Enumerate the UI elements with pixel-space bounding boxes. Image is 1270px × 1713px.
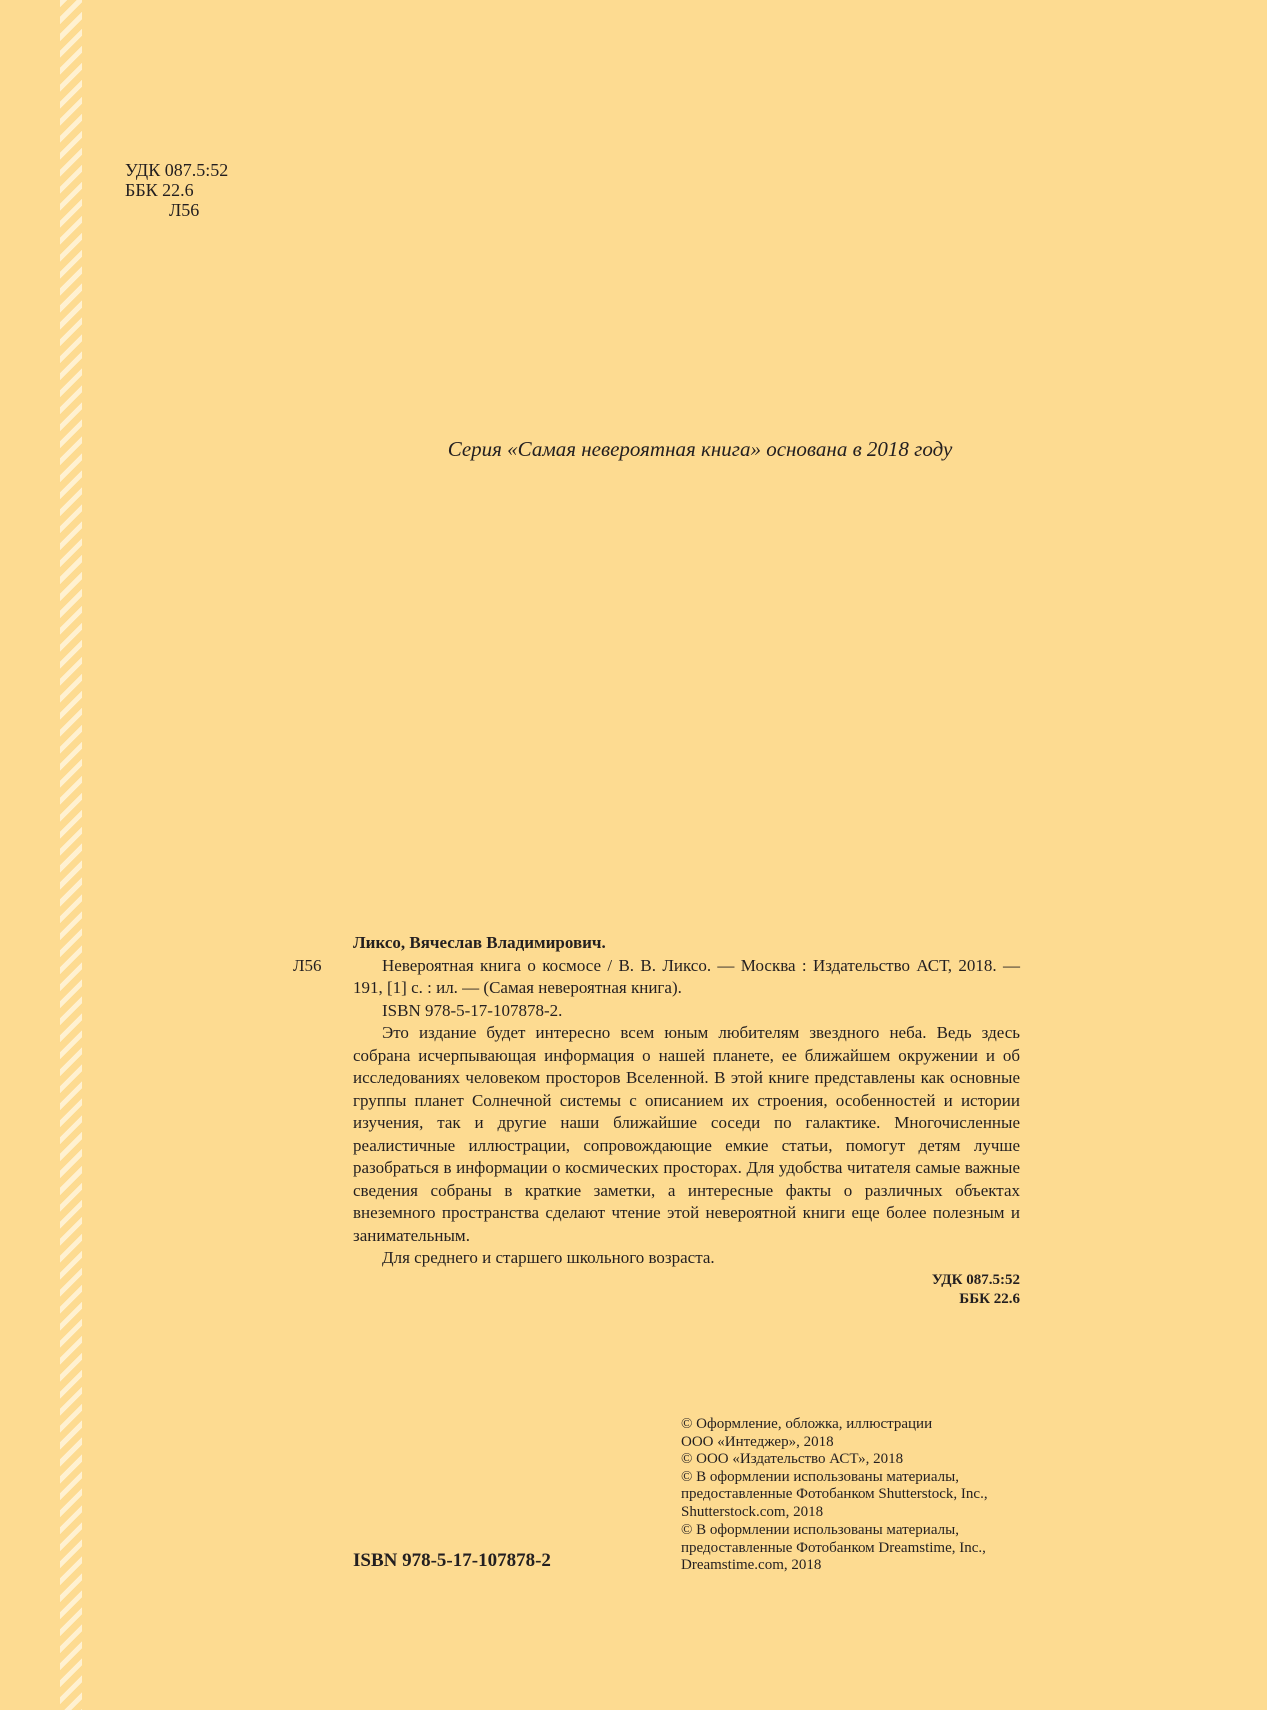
bbk-code: ББК 22.6 — [125, 180, 194, 200]
copyright-line: ООО «Интеджер», 2018 — [681, 1433, 834, 1450]
title-description: Невероятная книга о космосе / В. В. Ликсо. — Москва : Издательство АСТ, 2018. — 191, [1] с. : ил. — (Самая невероятная книга). — [353, 955, 1020, 997]
copyright-block — [681, 1416, 988, 1575]
copyright-line: Shutterstock.com, 2018 — [681, 1503, 824, 1520]
classification-codes — [353, 1271, 1020, 1309]
decorative-hatch-stripe — [60, 0, 82, 1710]
author-heading: Ликсо, Вячеслав Владимирович. — [353, 933, 606, 952]
audience-note: Для среднего и старшего школьного возраста. — [382, 1248, 715, 1267]
copyright-line: предоставленные Фотобанком Dreamstime, Inc., — [681, 1539, 986, 1556]
author-sign: Л56 — [169, 200, 200, 220]
copyright-line: © В оформлении использованы материалы, — [681, 1468, 959, 1485]
copyright-line: © Оформление, обложка, иллюстрации — [681, 1416, 933, 1432]
bbk-code-bold: ББК 22.6 — [959, 1290, 1020, 1307]
author-sign-margin: Л56 — [293, 955, 322, 975]
isbn-line: ISBN 978-5-17-107878-2. — [382, 1000, 563, 1020]
isbn-bottom: ISBN 978-5-17-107878-2 — [353, 1550, 551, 1571]
copyright-line: © ООО «Издательство АСТ», 2018 — [681, 1451, 904, 1467]
copyright-line: предоставленные Фотобанком Shutterstock, Inc., — [681, 1486, 988, 1502]
bibliographic-record — [293, 932, 1020, 1309]
series-note-wrap — [0, 437, 1270, 462]
annotation: Это издание будет интересно всем юным любителям звездного неба. Ведь здесь собрана исчерпывающая информация о нашей планете, ее ближайшем окружении и об исследованиях человеком просторов Вселенной. В этой книге представлены как основные группы планет Солнечной системы с описанием их строения, особенностей и истории изучения, так и другие наши ближайшие соседи по галактике. Многочисленные реалистичные иллюстрации, сопровождающие емкие статьи, помогут детям лучше разобраться в информации о космических просторах. Для удобства читателя самые важные сведения собраны в краткие заметки, а интересные факты о различных объектах внеземного пространства сделают чтение этой невероятной книги еще более полезным и занимательным. — [353, 1023, 1020, 1245]
copyright-line: Dreamstime.com, 2018 — [681, 1557, 822, 1573]
udk-code: УДК 087.5:52 — [125, 160, 229, 180]
udk-code-bold: УДК 087.5:52 — [931, 1271, 1020, 1288]
classification-block — [125, 160, 228, 220]
series-note: Серия «Самая невероятная книга» основана в 2018 году — [447, 437, 953, 461]
copyright-line: © В оформлении использованы материалы, — [681, 1522, 959, 1538]
